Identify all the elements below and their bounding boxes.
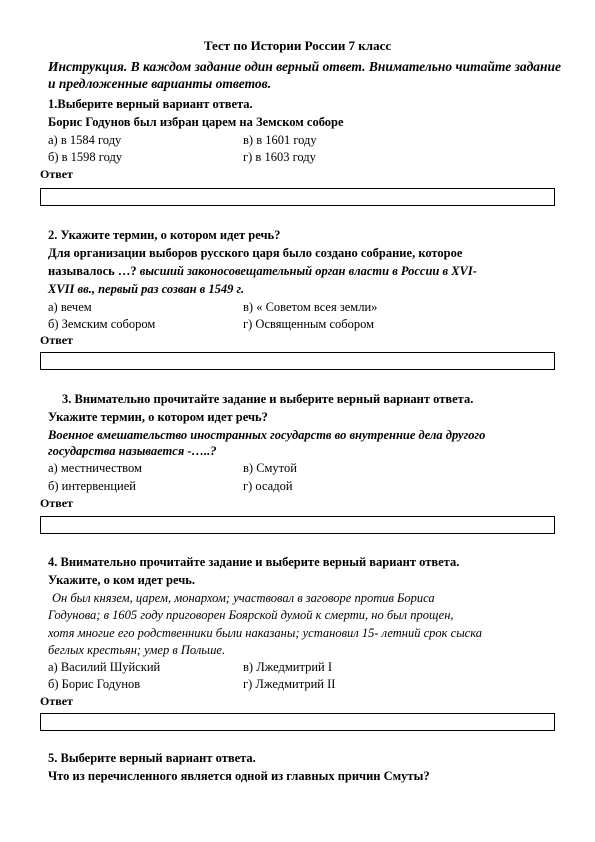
q4-answer-label: Ответ: [40, 694, 73, 708]
q4-option-g[interactable]: г) Лжедмитрий II: [243, 677, 336, 691]
instruction: Инструкция. В каждом задание один верный ответ. Внимательно читайте задание и предложенные варианты ответов.: [48, 59, 562, 91]
q1-text: Борис Годунов был избран царем на Земском соборе: [48, 115, 344, 129]
q1-option-g[interactable]: г) в 1603 году: [243, 150, 316, 164]
page-title: Тест по Истории России 7 класс: [203, 38, 392, 53]
q4-text-line1: Он был князем, царем, монархом; участвовал в заговоре против Бориса: [52, 591, 435, 605]
q2-text-line2: [48, 264, 477, 279]
q4-text-line3: хотя многие его родственники были наказаны; установил 15- летний срок сыска: [48, 626, 482, 640]
q3-option-b[interactable]: б) интервенцией: [48, 479, 136, 493]
q3-heading: 3. Внимательно прочитайте задание и выберите верный вариант ответа.: [62, 392, 474, 406]
q2-text-line2-italic: высший законосовещательный орган власти в России в XVI-: [139, 264, 477, 278]
q4-text-line4: беглых крестьян; умер в Польше.: [48, 643, 226, 657]
q4-option-v[interactable]: в) Лжедмитрий I: [243, 660, 333, 674]
q3-text-line2: государства называется -…..?: [48, 444, 217, 458]
q3-subheading: Укажите термин, о котором идет речь?: [48, 410, 268, 424]
q3-answer-field[interactable]: [40, 516, 555, 534]
q1-answer-field[interactable]: [40, 188, 555, 206]
q4-option-a[interactable]: а) Василий Шуйский: [48, 660, 161, 674]
q3-option-g[interactable]: г) осадой: [243, 479, 293, 493]
q2-answer-field[interactable]: [40, 352, 555, 370]
q2-option-b[interactable]: б) Земским собором: [48, 317, 156, 331]
q3-option-v[interactable]: в) Смутой: [243, 461, 297, 475]
q1-option-b[interactable]: б) в 1598 году: [48, 150, 123, 164]
q2-answer-label: Ответ: [40, 333, 73, 347]
q1-option-v[interactable]: в) в 1601 году: [243, 133, 317, 147]
q2-text-line2-bold: называлось …?: [48, 264, 140, 278]
q5-text: Что из перечисленного является одной из главных причин Смуты?: [48, 769, 430, 783]
q3-option-a[interactable]: а) местничеством: [48, 461, 142, 475]
q4-option-b[interactable]: б) Борис Годунов: [48, 677, 141, 691]
q3-text-line1: Военное вмешательство иностранных государств во внутренние дела другого: [48, 428, 486, 442]
q4-answer-field[interactable]: [40, 713, 555, 731]
q4-text-line2: Годунова; в 1605 году приговорен Боярской думой к смерти, но был прощен,: [48, 608, 454, 622]
q1-answer-label: Ответ: [40, 167, 73, 181]
q4-subheading: Укажите, о ком идет речь.: [48, 573, 195, 587]
q4-heading: 4. Внимательно прочитайте задание и выберите верный вариант ответа.: [48, 555, 460, 569]
q2-text-line1: Для организации выборов русского царя было создано собрание, которое: [48, 246, 463, 260]
q5-heading: 5. Выберите верный вариант ответа.: [48, 751, 256, 765]
q2-heading: 2. Укажите термин, о котором идет речь?: [48, 228, 281, 242]
q2-option-v[interactable]: в) « Советом всея земли»: [243, 300, 378, 314]
q2-text-line3: XVII вв., первый раз созван в 1549 г.: [48, 282, 245, 296]
q2-option-g[interactable]: г) Освященным собором: [243, 317, 375, 331]
q1-option-a[interactable]: а) в 1584 году: [48, 133, 122, 147]
q2-option-a[interactable]: а) вечем: [48, 300, 92, 314]
q1-heading: 1.Выберите верный вариант ответа.: [48, 97, 253, 111]
q3-answer-label: Ответ: [40, 496, 73, 510]
